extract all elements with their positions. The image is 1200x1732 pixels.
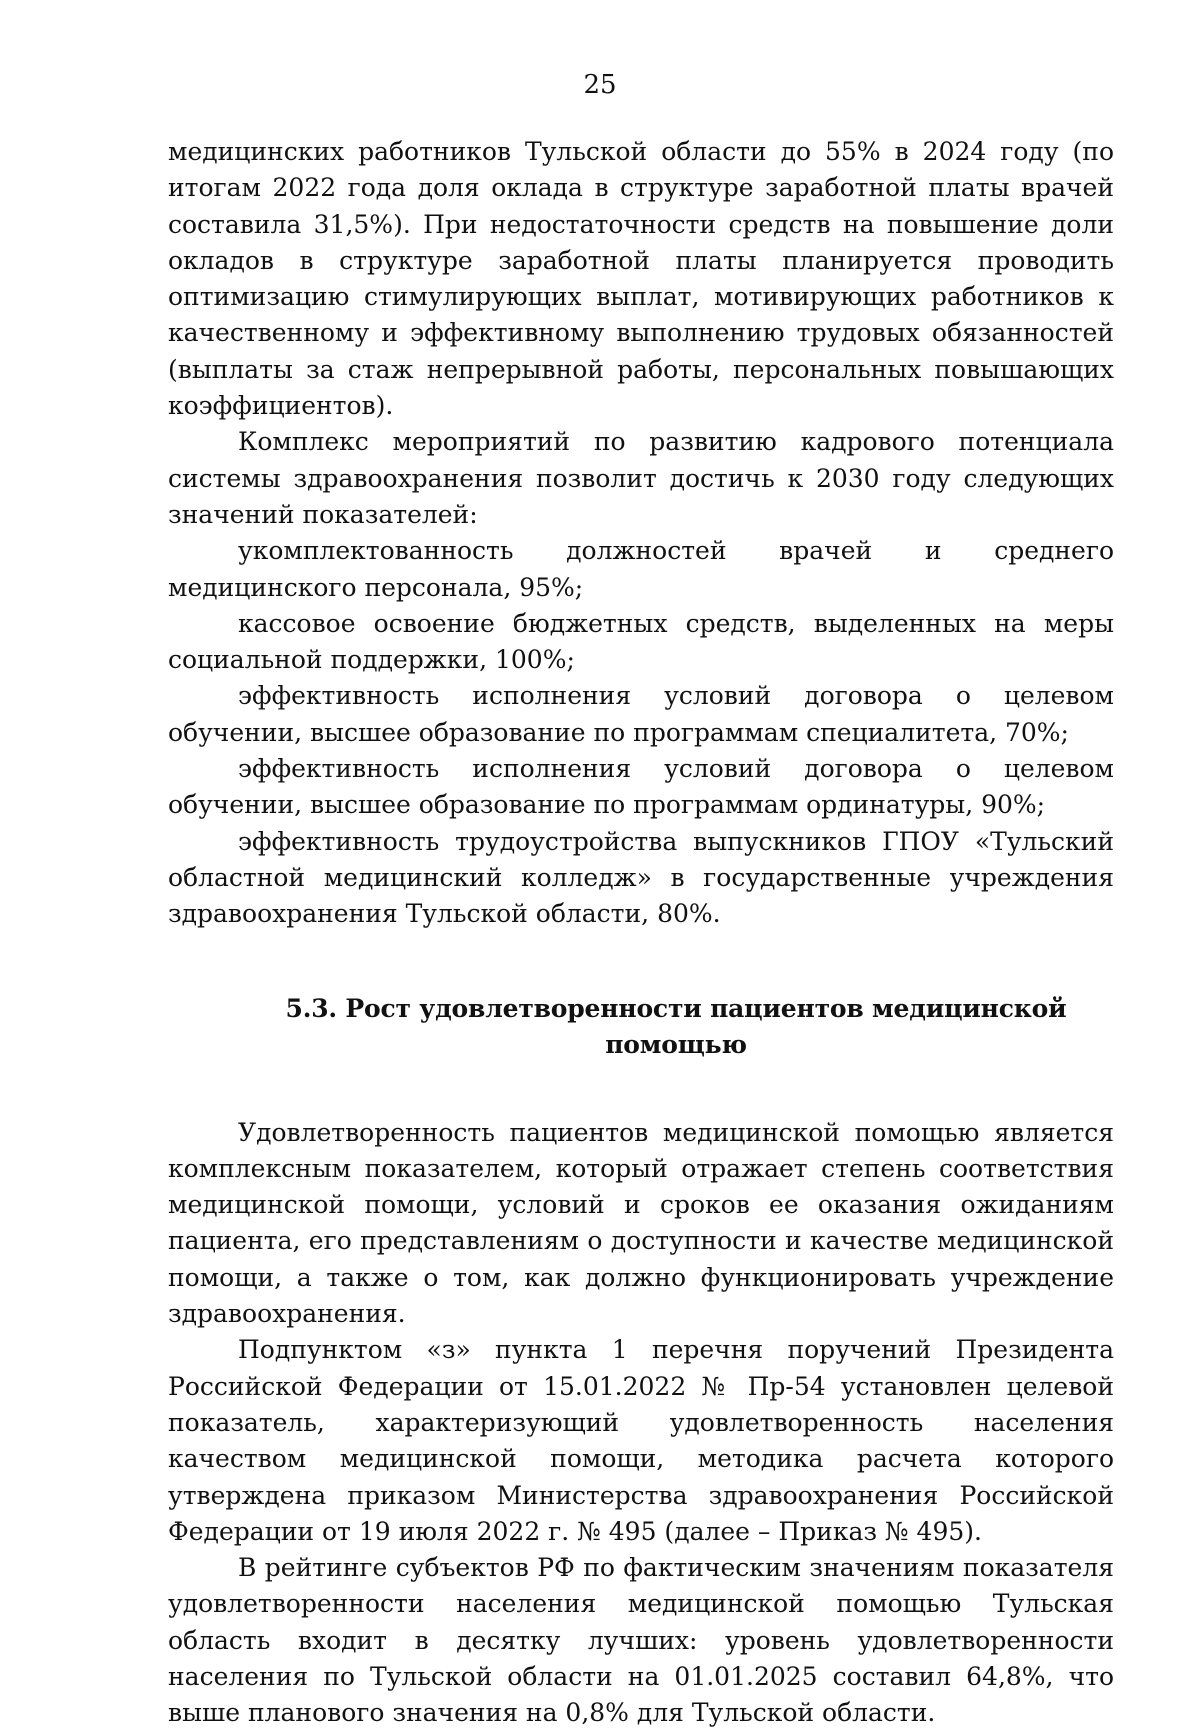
paragraph-staffing-measures: Комплекс мероприятий по развитию кадрового потенциала системы здравоохранения позволит достичь к 2030 году следующих значений показателей: xyxy=(168,427,1114,529)
indicator-budget-execution: кассовое освоение бюджетных средств, выделенных на меры социальной поддержки, 100%; xyxy=(168,608,1114,675)
paragraph-salary-structure: медицинских работников Тульской области до 55% в 2024 году (по итогам 2022 года доля оклада в структуре заработной платы врачей составила 31,5%). При недостаточности средств на повышение доли окладов в структуре заработной платы планируется проводить оптимизацию стимулирующих выплат, мотивирующих работников к качественному и эффективному выполнению трудовых обязанностей (выплаты за стаж непрерывной работы, персональных повышающих коэффициентов). xyxy=(168,137,1114,421)
indicator-staffing-level: укомплектованность должностей врачей и среднего медицинского персонала, 95%; xyxy=(168,536,1114,602)
document-body xyxy=(168,134,1114,1732)
paragraph-satisfaction-definition: Удовлетворенность пациентов медицинской помощью является комплексным показателем, который отражает степень соответствия медицинской помощи, условий и сроков ее оказания ожиданиям пациента, его представлениям о доступности и качестве медицинской помощи, а также о том, как должно функционировать учреждение здравоохранения. xyxy=(168,1117,1114,1329)
indicator-residency-training: эффективность исполнения условий договора о целевом обучении, высшее образование по программам ординатуры, 90%; xyxy=(168,754,1114,820)
section-heading: 5.3. Рост удовлетворенности пациентов медицинской помощью xyxy=(285,993,1067,1059)
spacer xyxy=(168,933,1114,991)
paragraph-presidential-order: Подпунктом «з» пункта 1 перечня поручений Президента Российской Федерации от 15.01.2022 № Пр-54 установлен целевой показатель, характеризующий удовлетворенность населения качеством медицинской помощи, методика расчета которого утверждена приказом Министерства здравоохранения Российской Федерации от 19 июля 2022 г. № 495 (далее – Приказ № 495). xyxy=(168,1335,1114,1546)
page-number: 25 xyxy=(583,70,617,100)
spacer xyxy=(168,1063,1114,1115)
indicator-specialist-training: эффективность исполнения условий договора о целевом обучении, высшее образование по программам специалитета, 70%; xyxy=(168,681,1114,747)
indicator-graduate-employment: эффективность трудоустройства выпускников ГПОУ «Тульский областной медицинский колледж» в государственные учреждения здравоохранения Тульской области, 80%. xyxy=(168,826,1114,929)
paragraph-regional-rating: В рейтинге субъектов РФ по фактическим значениям показателя удовлетворенности населения медицинской помощью Тульская область входит в десятку лучших: уровень удовлетворенности населения по Тульской области на 01.01.2025 составил 64,8%, что выше планового значения на 0,8% для Тульской области. xyxy=(168,1553,1114,1728)
